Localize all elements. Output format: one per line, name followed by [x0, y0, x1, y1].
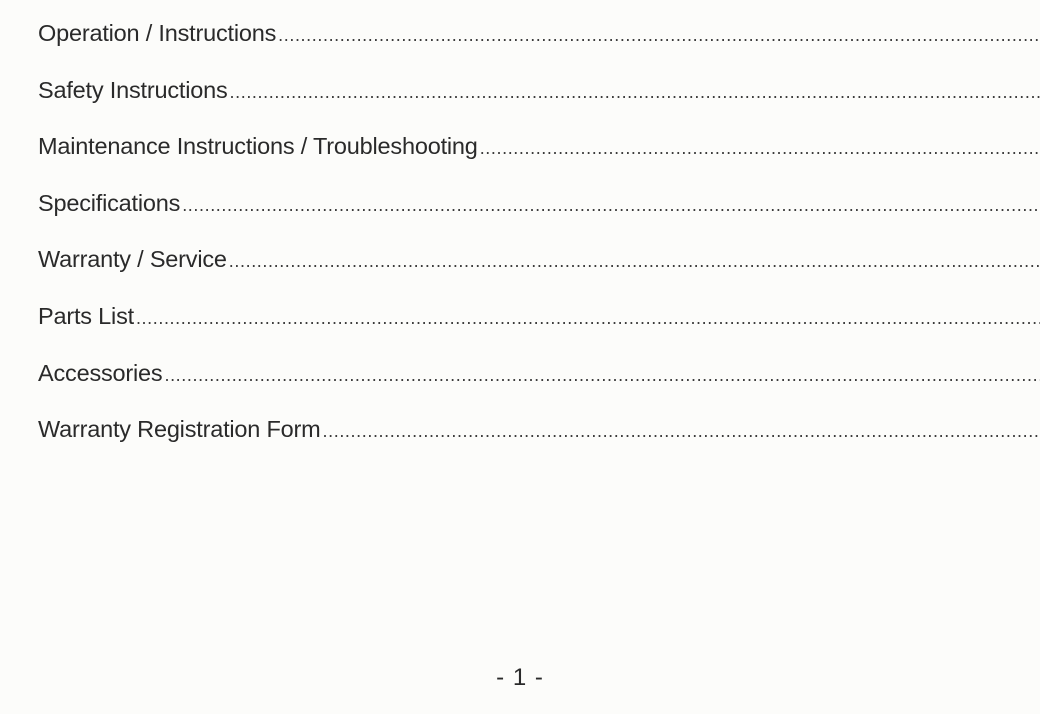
- toc-entry-label: Accessories: [38, 359, 163, 386]
- toc-entry-parts-list: [38, 303, 1040, 360]
- toc-entry-maintenance-troubleshooting: [38, 133, 1040, 190]
- page-number: - 1 -: [496, 664, 544, 691]
- dot-leader: [229, 251, 1040, 272]
- toc-entry-safety-instructions: [38, 77, 1040, 134]
- dot-leader: [278, 25, 1040, 46]
- toc-entry-label: Warranty / Service: [38, 246, 227, 273]
- dot-leader: [164, 365, 1040, 386]
- toc-entry-label: Specifications: [38, 189, 181, 216]
- table-of-contents: [38, 20, 1040, 473]
- dot-leader: [136, 308, 1040, 329]
- dot-leader: [323, 421, 1040, 442]
- toc-entry-label: Safety Instructions: [38, 76, 228, 103]
- toc-entry-operation-instructions: [38, 20, 1040, 77]
- toc-entry-warranty-registration-form: [38, 416, 1040, 473]
- toc-entry-warranty-service: [38, 246, 1040, 303]
- toc-entry-accessories: [38, 360, 1040, 417]
- toc-entry-label: Operation / Instructions: [38, 20, 277, 46]
- dot-leader: [230, 82, 1040, 103]
- toc-entry-specifications: [38, 190, 1040, 247]
- toc-entry-label: Maintenance Instructions / Troubleshooting: [38, 133, 478, 160]
- toc-entry-label: Parts List: [38, 302, 134, 329]
- dot-leader: [480, 138, 1040, 159]
- toc-entry-label: Warranty Registration Form: [38, 416, 321, 443]
- dot-leader: [182, 195, 1040, 216]
